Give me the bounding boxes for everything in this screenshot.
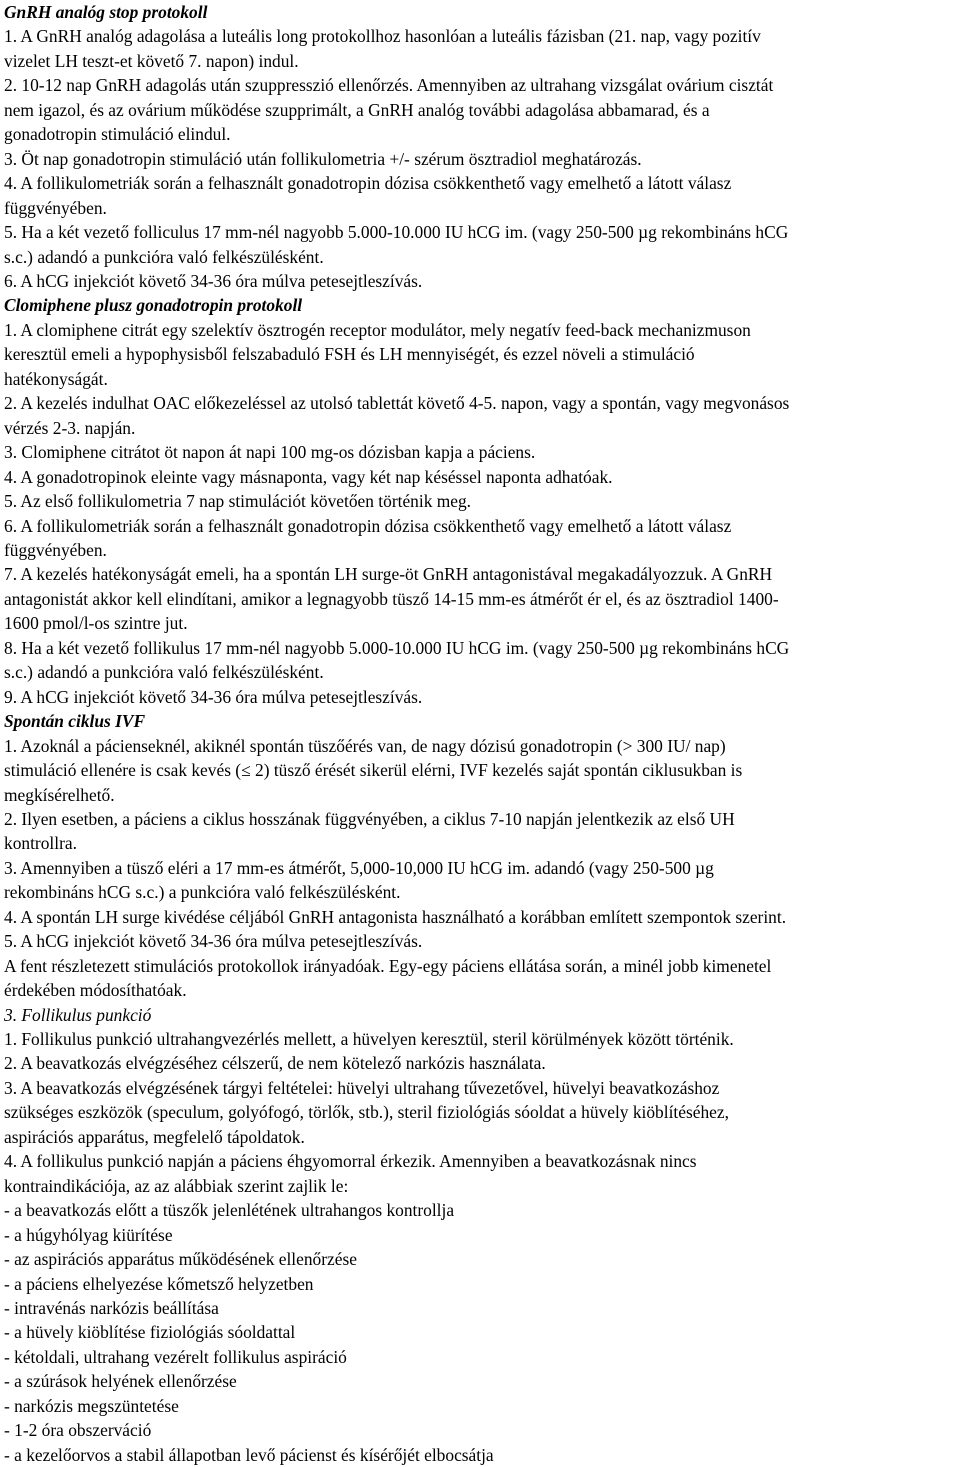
section-spontaneous-ivf bbox=[4, 709, 960, 1002]
paragraph-line: 5. A hCG injekciót követő 34-36 óra múlva petesejtleszívás. bbox=[4, 931, 423, 952]
section-heading: Clomiphene plusz gonadotropin protokoll bbox=[4, 295, 303, 316]
paragraph-line: 1. A clomiphene citrát egy szelektív ösztrogén receptor modulátor, mely negatív feed-back mechanizmuson bbox=[4, 319, 751, 340]
section-gnrh-stop bbox=[4, 0, 960, 293]
paragraph-line: vizelet LH teszt-et követő 7. napon) indul. bbox=[4, 50, 299, 71]
paragraph-line: 3. Clomiphene citrátot öt napon át napi 100 mg-os dózisban kapja a páciens. bbox=[4, 442, 536, 463]
paragraph-line: megkísérelhető. bbox=[4, 784, 115, 805]
paragraph-line: vérzés 2-3. napján. bbox=[4, 417, 136, 438]
list-item: - narkózis megszüntetése bbox=[4, 1395, 179, 1416]
section-heading: 3. Follikulus punkció bbox=[4, 1004, 152, 1025]
list-item: - a páciens elhelyezése kőmetsző helyzetben bbox=[4, 1273, 314, 1294]
paragraph-line: 5. Az első follikulometria 7 nap stimulációt követően történik meg. bbox=[4, 491, 472, 512]
list-item: - a szúrások helyének ellenőrzése bbox=[4, 1371, 237, 1392]
paragraph-line: 3. Amennyiben a tüsző eléri a 17 mm-es átmérőt, 5,000-10,000 IU hCG im. adandó (vagy 250-500 µg bbox=[4, 857, 714, 878]
paragraph-line: 3. Öt nap gonadotropin stimuláció után follikulometria +/- szérum ösztradiol meghatározás. bbox=[4, 148, 642, 169]
paragraph-line: 7. A kezelés hatékonyságát emeli, ha a spontán LH surge-öt GnRH antagonistával megakadályozzuk. A GnRH bbox=[4, 564, 773, 585]
list-item: - a beavatkozás előtt a tüszők jelenlétének ultrahangos kontrollja bbox=[4, 1200, 455, 1221]
section-follicle-puncture bbox=[4, 1003, 960, 1467]
paragraph-line: függvényében. bbox=[4, 197, 107, 218]
paragraph-line: 2. A beavatkozás elvégzéséhez célszerű, de nem kötelező narkózis használata. bbox=[4, 1053, 546, 1074]
paragraph-line: nem igazol, és az ovárium működése szupprimált, a GnRH analóg további adagolása abbamarad, és a bbox=[4, 99, 710, 120]
paragraph-line: s.c.) adandó a punkcióra való felkészülésként. bbox=[4, 662, 324, 683]
list-item: - a hüvely kiöblítése fiziológiás sóoldattal bbox=[4, 1322, 296, 1343]
paragraph-line: stimuláció ellenére is csak kevés (≤ 2) tüsző érését sikerül elérni, IVF kezelés saját spontán ciklusukban is bbox=[4, 760, 743, 781]
paragraph-line: 1. A GnRH analóg adagolása a luteális long protokollhoz hasonlóan a luteális fázisban (21. nap, vagy pozitív bbox=[4, 26, 761, 47]
paragraph-line: kontrollra. bbox=[4, 833, 77, 854]
paragraph-line: 5. Ha a két vezető folliculus 17 mm-nél nagyobb 5.000-10.000 IU hCG im. (vagy 250-500 µg rekombináns hCG bbox=[4, 222, 789, 243]
paragraph-line: keresztül emeli a hypophysisből felszabaduló FSH és LH mennyiségét, és ezzel növeli a stimuláció bbox=[4, 344, 695, 365]
document-body bbox=[4, 0, 960, 1467]
paragraph-line: 4. A follikulus punkció napján a páciens éhgyomorral érkezik. Amennyiben a beavatkozásnak nincs bbox=[4, 1151, 697, 1172]
section-heading: Spontán ciklus IVF bbox=[4, 711, 146, 732]
paragraph-line: s.c.) adandó a punkcióra való felkészülésként. bbox=[4, 246, 324, 267]
paragraph-line: 1. Azoknál a pácienseknél, akiknél spontán tüszőérés van, de nagy dózisú gonadotropin (> 300 IU/ nap) bbox=[4, 735, 726, 756]
list-item: - az aspirációs apparátus működésének ellenőrzése bbox=[4, 1249, 357, 1270]
list-item: - a húgyhólyag kiürítése bbox=[4, 1224, 173, 1245]
list-item: - 1-2 óra obszerváció bbox=[4, 1420, 152, 1441]
paragraph-line: 1600 pmol/l-os szintre jut. bbox=[4, 613, 188, 634]
paragraph-line: 6. A hCG injekciót követő 34-36 óra múlva petesejtleszívás. bbox=[4, 270, 423, 291]
paragraph-line: 4. A spontán LH surge kivédése céljából GnRH antagonista használható a korábban említett szempontok szerint. bbox=[4, 906, 787, 927]
list-item: - a kezelőorvos a stabil állapotban levő pácienst és kísérőjét elbocsátja bbox=[4, 1444, 494, 1465]
paragraph-line: rekombináns hCG s.c.) a punkcióra való felkészülésként. bbox=[4, 882, 401, 903]
paragraph-line: 3. A beavatkozás elvégzésének tárgyi feltételei: hüvelyi ultrahang tűvezetővel, hüvelyi beavatkozáshoz bbox=[4, 1077, 720, 1098]
paragraph-line: antagonistát akkor kell elindítani, amikor a legnagyobb tüsző 14-15 mm-es átmérőt ér el, és az ösztradiol 1400- bbox=[4, 588, 779, 609]
paragraph-line: 4. A follikulometriák során a felhasznált gonadotropin dózisa csökkenthető vagy emelhető a látott válasz bbox=[4, 173, 732, 194]
list-item: - intravénás narkózis beállítása bbox=[4, 1298, 219, 1319]
paragraph-line: függvényében. bbox=[4, 539, 107, 560]
paragraph-line: aspirációs apparátus, megfelelő tápoldatok. bbox=[4, 1126, 305, 1147]
paragraph-line: A fent részletezett stimulációs protokollok irányadóak. Egy-egy páciens ellátása során, a minél jobb kimenetel bbox=[4, 955, 772, 976]
paragraph-line: kontraindikációja, az az alábbiak szerint zajlik le: bbox=[4, 1175, 349, 1196]
paragraph-line: 4. A gonadotropinok eleinte vagy másnaponta, vagy két nap késéssel naponta adhatóak. bbox=[4, 466, 613, 487]
paragraph-line: hatékonyságát. bbox=[4, 368, 108, 389]
paragraph-line: 6. A follikulometriák során a felhasznált gonadotropin dózisa csökkenthető vagy emelhető a látott válasz bbox=[4, 515, 732, 536]
section-clomiphene bbox=[4, 293, 960, 709]
paragraph-line: gonadotropin stimuláció elindul. bbox=[4, 124, 231, 145]
paragraph-line: érdekében módosíthatóak. bbox=[4, 980, 187, 1001]
paragraph-line: 8. Ha a két vezető follikulus 17 mm-nél nagyobb 5.000-10.000 IU hCG im. (vagy 250-500 µg rekombináns hCG bbox=[4, 637, 790, 658]
section-heading: GnRH analóg stop protokoll bbox=[4, 2, 208, 22]
paragraph-line: szükséges eszközök (speculum, golyófogó, törlők, stb.), steril fiziológiás sóoldat a hüvely kiöblítéséhez, bbox=[4, 1102, 729, 1123]
list-item: - kétoldali, ultrahang vezérelt follikulus aspiráció bbox=[4, 1346, 347, 1367]
paragraph-line: 9. A hCG injekciót követő 34-36 óra múlva petesejtleszívás. bbox=[4, 686, 423, 707]
paragraph-line: 2. Ilyen esetben, a páciens a ciklus hosszának függvényében, a ciklus 7-10 napján jelentkezik az első UH bbox=[4, 808, 735, 829]
paragraph-line: 2. 10-12 nap GnRH adagolás után szuppresszió ellenőrzés. Amennyiben az ultrahang vizsgálat ovárium cisztát bbox=[4, 75, 774, 96]
paragraph-line: 1. Follikulus punkció ultrahangvezérlés mellett, a hüvelyen keresztül, steril körülmények között történik. bbox=[4, 1029, 734, 1050]
paragraph-line: 2. A kezelés indulhat OAC előkezeléssel az utolsó tablettát követő 4-5. napon, vagy a spontán, vagy megvonásos bbox=[4, 393, 790, 414]
